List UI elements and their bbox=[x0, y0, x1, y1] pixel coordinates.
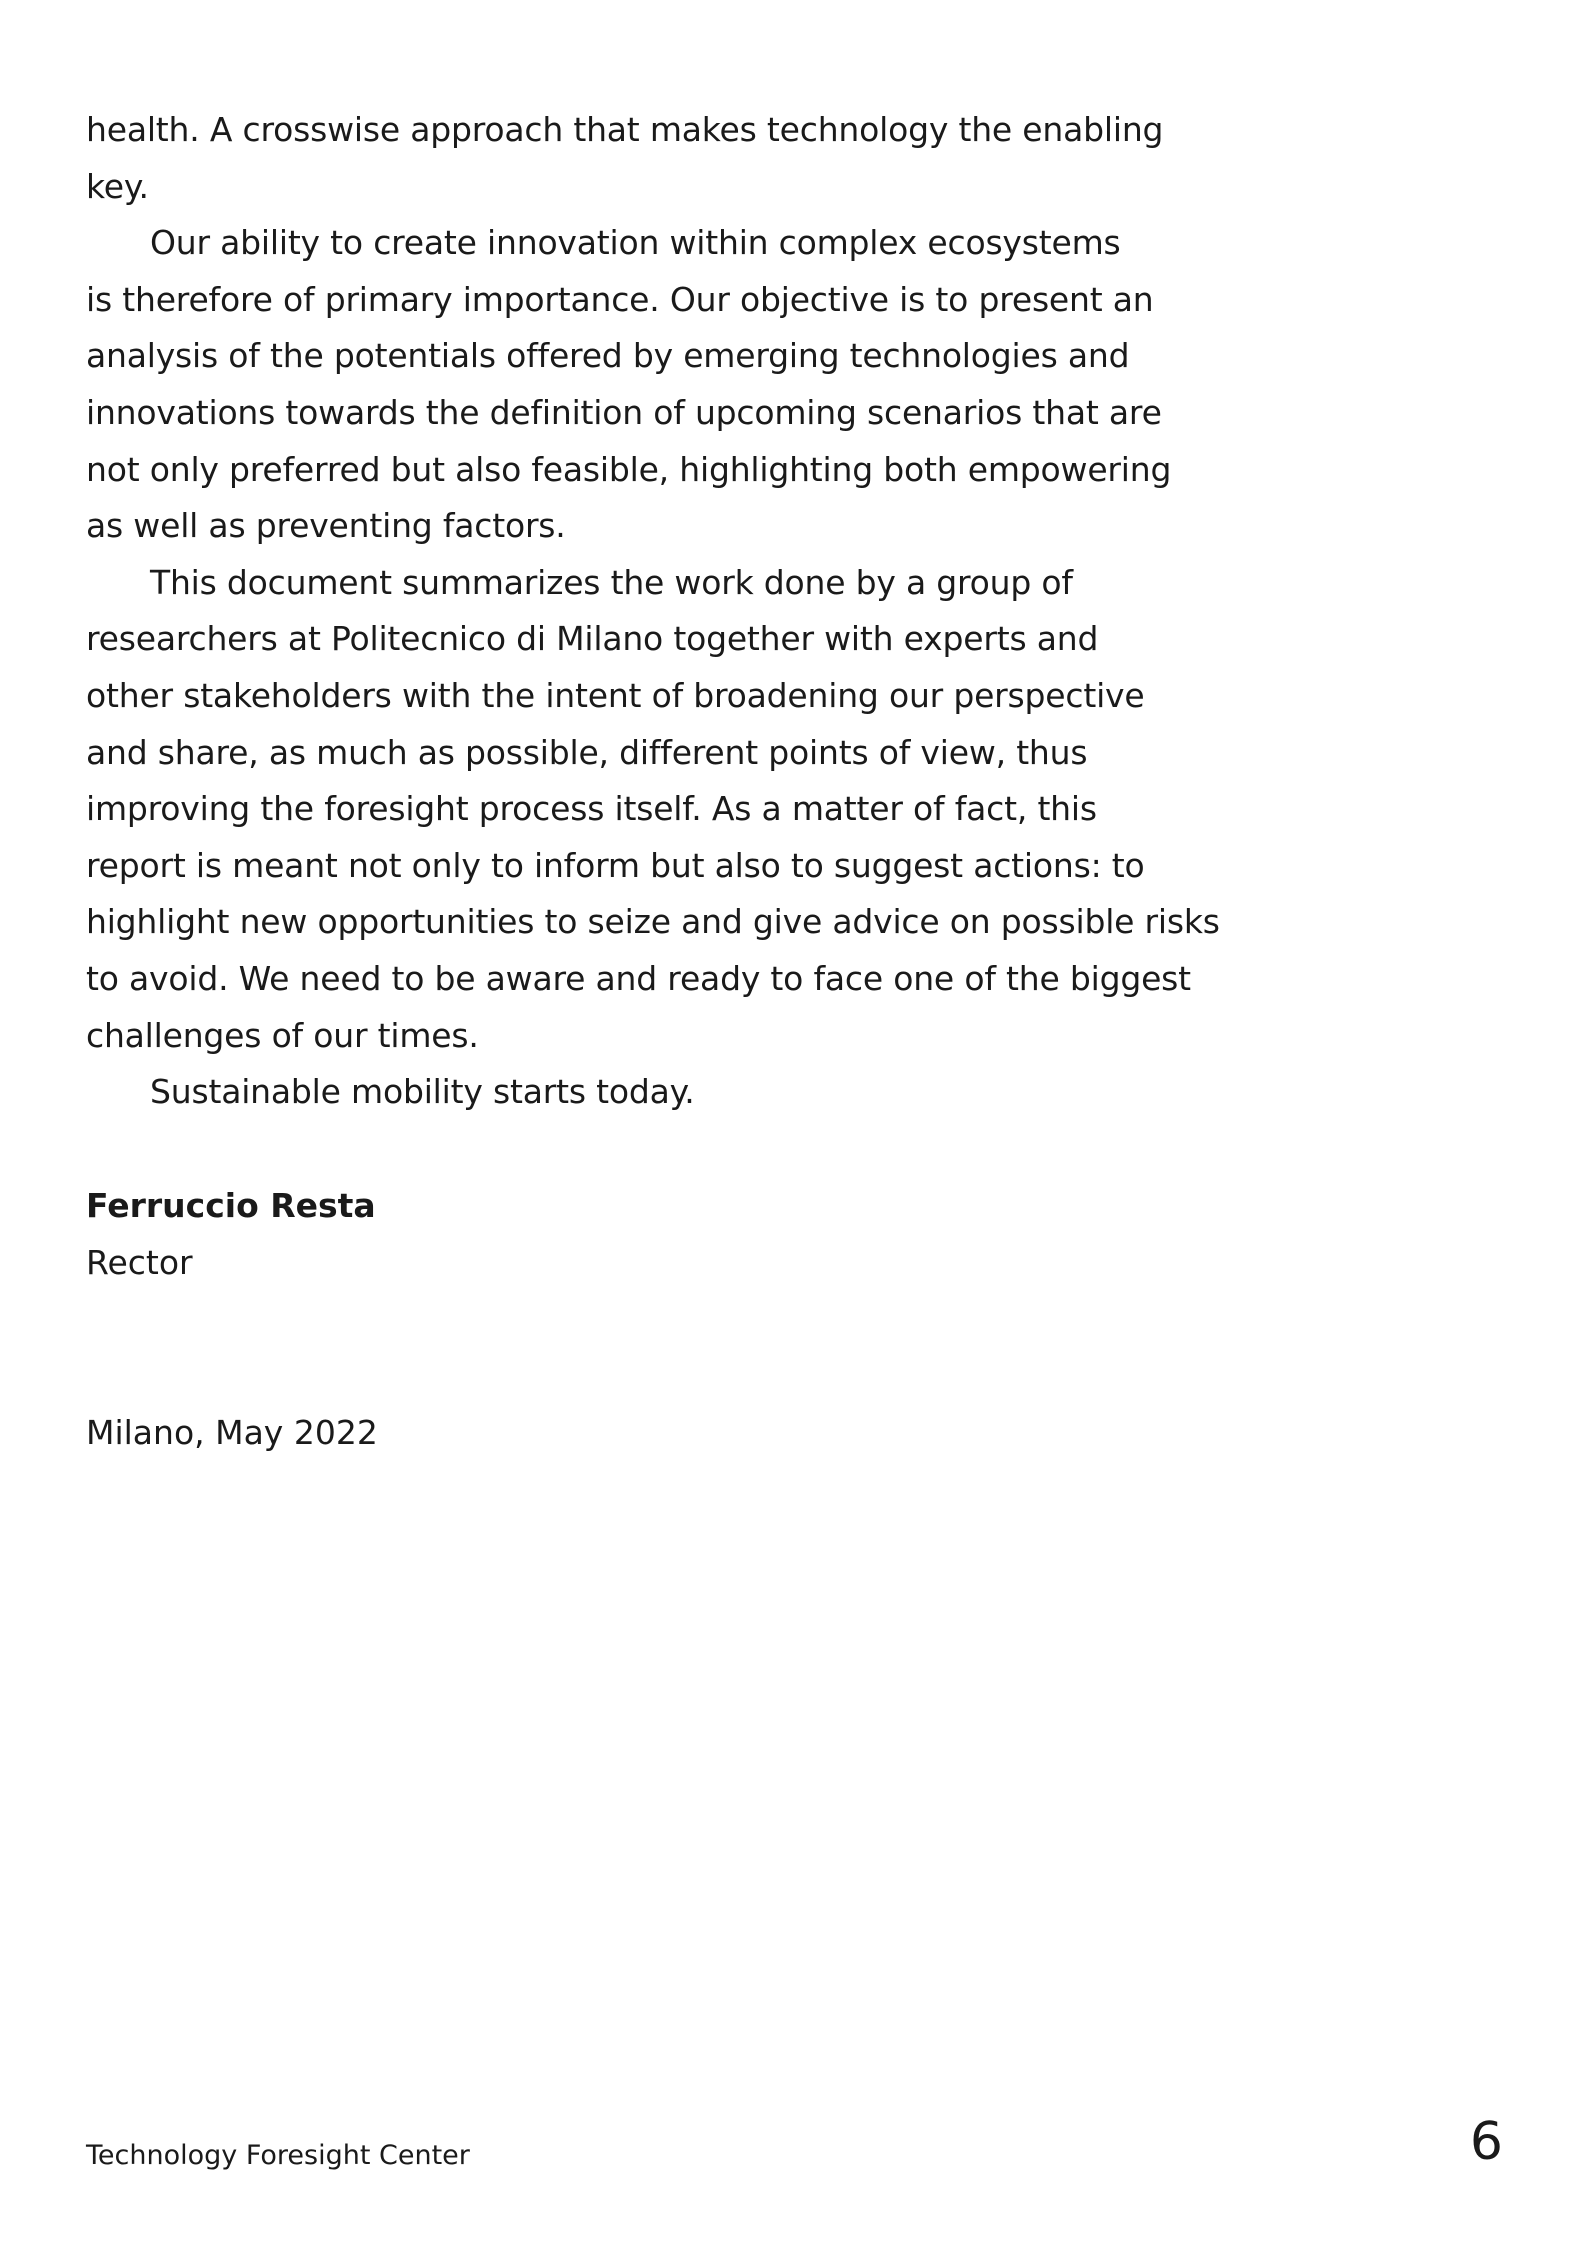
body-line: not only preferred but also feasible, highlighting both empowering bbox=[86, 449, 1172, 489]
body-line: Our ability to create innovation within complex ecosystems bbox=[150, 223, 1121, 263]
body-line: analysis of the potentials offered by emerging technologies and bbox=[86, 336, 1130, 376]
body-line: to avoid. We need to be aware and ready to face one of the biggest bbox=[86, 958, 1191, 998]
body-line: is therefore of primary importance. Our objective is to present an bbox=[86, 279, 1154, 319]
place-date: Milano, May 2022 bbox=[86, 1413, 378, 1452]
signatory-title: Rector bbox=[86, 1242, 193, 1282]
body-line: report is meant not only to inform but also to suggest actions: to bbox=[86, 845, 1145, 885]
body-line: Sustainable mobility starts today. bbox=[150, 1072, 695, 1112]
signatory-name: Ferruccio Resta bbox=[86, 1186, 376, 1225]
body-line: health. A crosswise approach that makes technology the enabling bbox=[86, 110, 1164, 149]
body-line: innovations towards the definition of upcoming scenarios that are bbox=[86, 392, 1162, 432]
footer-label: Technology Foresight Center bbox=[86, 2140, 470, 2171]
body-line: key. bbox=[86, 166, 149, 206]
body-line: highlight new opportunities to seize and give advice on possible risks bbox=[86, 902, 1220, 942]
body-line: as well as preventing factors. bbox=[86, 506, 566, 546]
body-line: challenges of our times. bbox=[86, 1015, 479, 1055]
body-line: and share, as much as possible, different points of view, thus bbox=[86, 732, 1088, 772]
signature-block bbox=[86, 1178, 376, 1291]
body-line: researchers at Politecnico di Milano together with experts and bbox=[86, 619, 1099, 659]
body-line: This document summarizes the work done by a group of bbox=[150, 562, 1073, 602]
page-number: 6 bbox=[1469, 2112, 1503, 2172]
body-text bbox=[86, 102, 1220, 1121]
body-line: other stakeholders with the intent of broadening our perspective bbox=[86, 675, 1145, 715]
body-line: improving the foresight process itself. As a matter of fact, this bbox=[86, 789, 1097, 829]
